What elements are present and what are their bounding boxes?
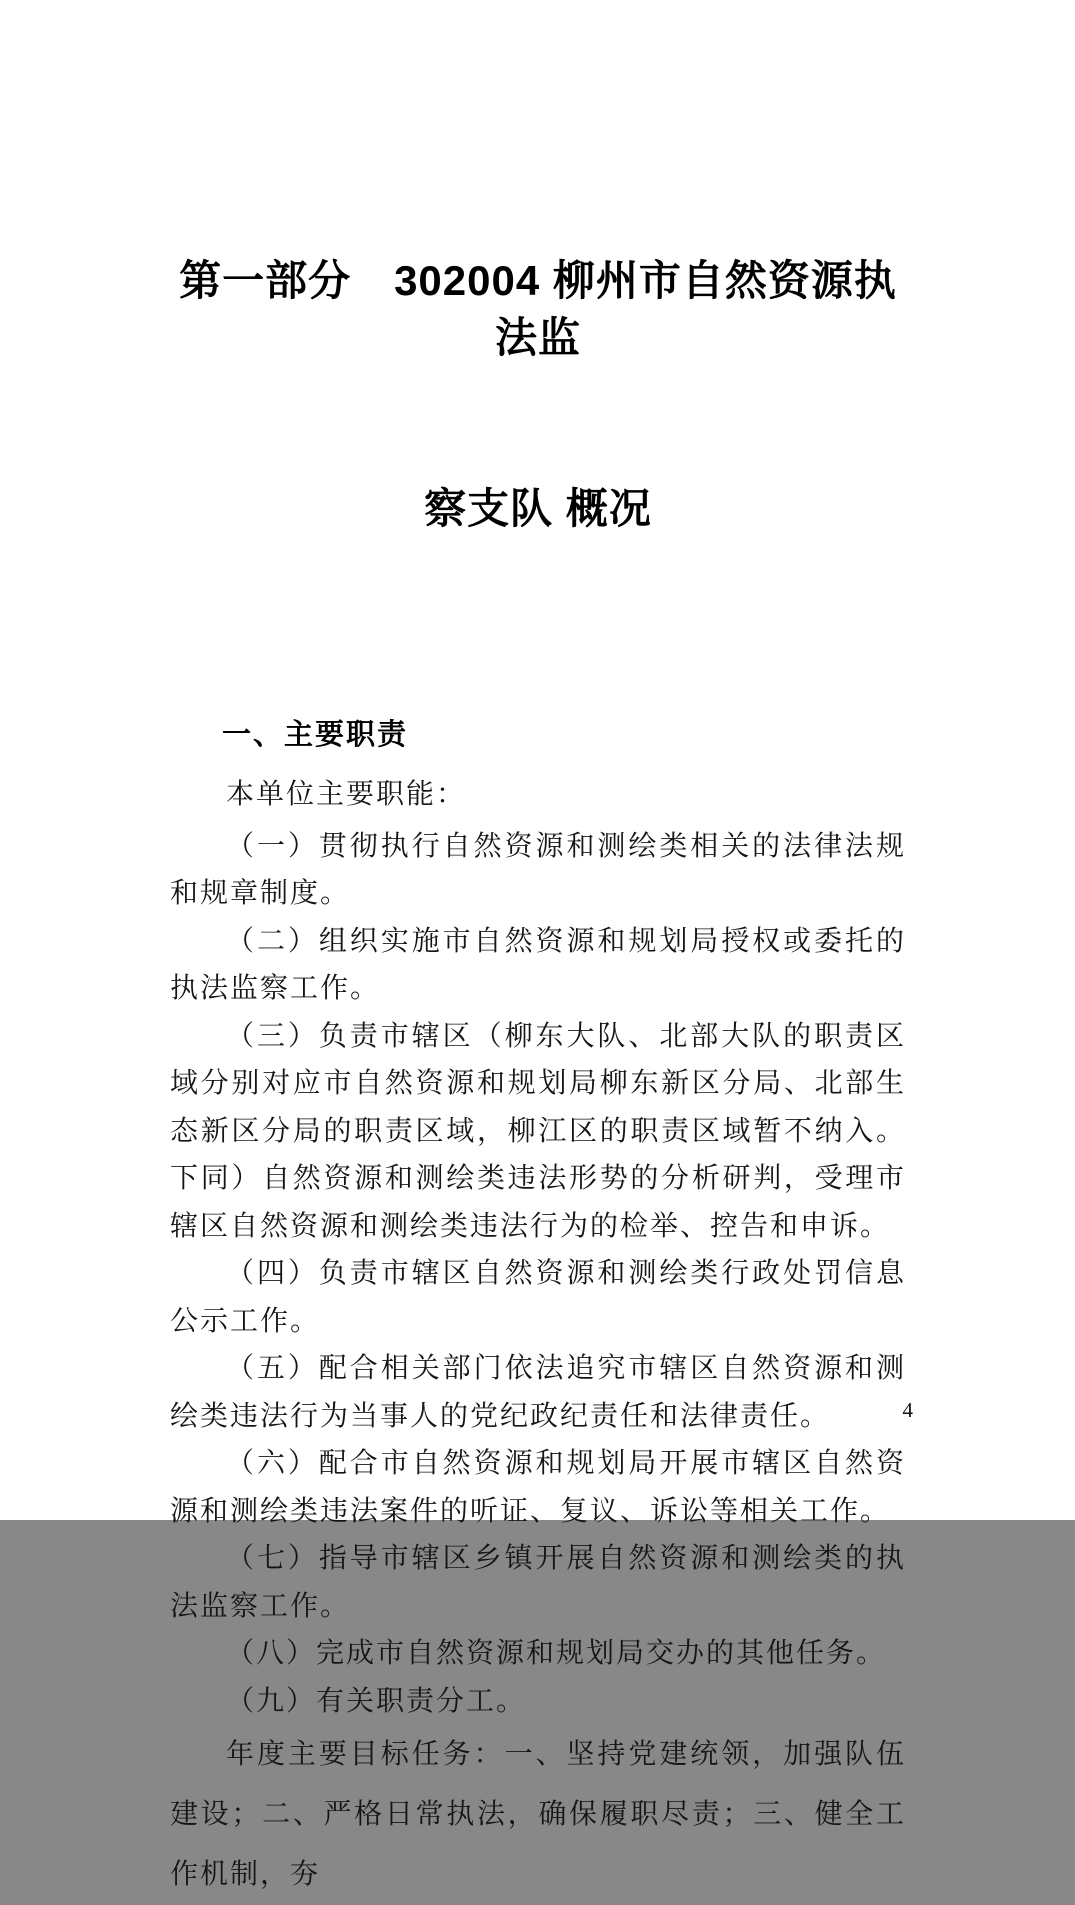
- duty-paragraph-6: （六）配合市自然资源和规划局开展市辖区自然资源和测绘类违法案件的听证、复议、诉讼等相关工作。: [170, 1448, 906, 1527]
- intro-line: 本单位主要职能：: [226, 779, 467, 810]
- duty-paragraph-3: （三）负责市辖区（柳东大队、北部大队的职责区域分别对应市自然资源和规划局柳东新区分局、北部生态新区分局的职责区域，柳江区的职责区域暂不纳入。下同）自然资源和测绘类违法形势的分析研判，受理市辖区自然资源和测绘类违法行为的检举、控告和申诉。: [170, 1020, 906, 1242]
- duty-paragraph-9: （九）有关职责分工。: [226, 1685, 527, 1717]
- duty-paragraph-4: （四）负责市辖区自然资源和测绘类行政处罚信息公示工作。: [170, 1258, 906, 1337]
- page-number: 4: [902, 1398, 913, 1422]
- page-content: [170, 138, 906, 1905]
- annual-goals-paragraph: 年度主要目标任务：一、坚持党建统领，加强队伍建设；二、严格日常执法，确保履职尽责；三、健全工作机制，夯: [170, 1739, 906, 1890]
- duty-paragraph-1: （一）贯彻执行自然资源和测绘类相关的法律法规和规章制度。: [170, 830, 906, 909]
- duty-paragraph-8: （八）完成市自然资源和规划局交办的其他任务。: [226, 1638, 887, 1669]
- duty-paragraph-2: （二）组织实施市自然资源和规划局授权或委托的执法监察工作。: [170, 925, 906, 1004]
- document-title-line2: 察支队 概况: [424, 485, 652, 532]
- duty-paragraph-7: （七）指导市辖区乡镇开展自然资源和测绘类的执法监察工作。: [170, 1543, 906, 1622]
- document-title-line1: 第一部分 302004 柳州市自然资源执法监: [179, 257, 897, 361]
- duty-paragraph-5: （五）配合相关部门依法追究市辖区自然资源和测绘类违法行为当事人的党纪政纪责任和法律责任。: [170, 1353, 906, 1432]
- section-body: [170, 771, 906, 1905]
- document-title: [170, 138, 906, 651]
- section-heading: 一、主要职责: [222, 719, 409, 751]
